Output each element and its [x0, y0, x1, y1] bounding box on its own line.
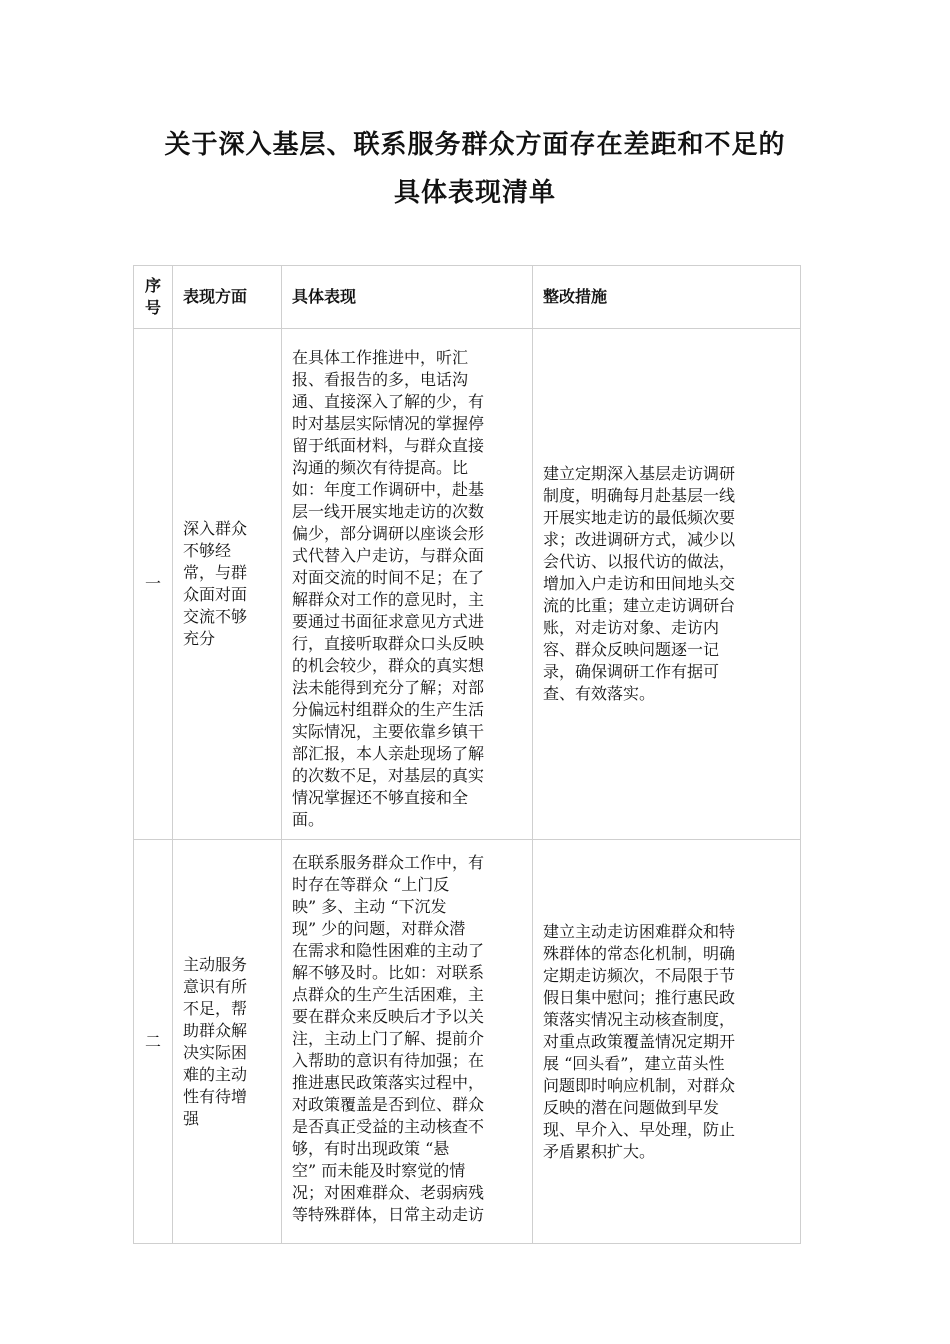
- header-detail: 具体表现: [282, 266, 533, 329]
- table-row: [134, 840, 801, 1244]
- document-title-line1: 关于深入基层、联系服务群众方面存在差距和不足的: [164, 130, 786, 160]
- row-detail: 在具体工作推进中，听汇 报、看报告的多，电话沟 通、直接深入了解的少，有 时对基层实际情况的掌握停 留于纸面材料，与群众直接 沟通的频次有待提高。比 如：年度工作调研中，赴基 层一线开展实地走访的次数 偏少，部分调研以座谈会形 式代替入户走访，与群众面 对面交流的时间不足；在了 解群众对工作的意见时，主 要通过书面征求意见方式进 行，直接听取群众口头反映 的机会较少，群众的真实想 法未能得到充分了解；对部 分偏远村组群众的生产生活 实际情况，主要依靠乡镇干 部汇报，本人亲赴现场了解 的次数不足，对基层的真实 情况掌握还不够直接和全 面。: [282, 329, 533, 840]
- row-measure: 建立定期深入基层走访调研 制度，明确每月赴基层一线 开展实地走访的最低频次要 求；改进调研方式，减少以 会代访、以报代访的做法， 增加入户走访和田间地头交 流的比重；建立走访调研台 账，对走访对象、走访内 容、群众反映问题逐一记 录，确保调研工作有据可 查、有效落实。: [533, 329, 801, 840]
- row-index: 一: [134, 329, 173, 840]
- row-detail: 在联系服务群众工作中，有 时存在等群众 “上门反 映” 多、主动 “下沉发 现” 少的问题，对群众潜 在需求和隐性困难的主动了 解不够及时。比如：对联系 点群众的生产生活困难，主 要在群众来反映后才予以关 注，主动上门了解、提前介 入帮助的意识有待加强；在 推进惠民政策落实过程中， 对政策覆盖是否到位、群众 是否真正受益的主动核查不 够，有时出现政策 “悬 空” 而未能及时察觉的情 况；对困难群众、老弱病残 等特殊群体，日常主动走访: [282, 840, 533, 1244]
- row-measure: 建立主动走访困难群众和特 殊群体的常态化机制，明确 定期走访频次，不局限于节 假日集中慰问；推行惠民政 策落实情况主动核查制度， 对重点政策覆盖情况定期开 展 “回头看”，建立苗头性 问题即时响应机制，对群众 反映的潜在问题做到早发 现、早介入、早处理，防止 矛盾累积扩大。: [533, 840, 801, 1244]
- row-index: 二: [134, 840, 173, 1244]
- header-measure: 整改措施: [533, 266, 801, 329]
- row-aspect: 主动服务 意识有所 不足，帮 助群众解 决实际困 难的主动 性有待增 强: [173, 840, 282, 1244]
- table-header-row: [134, 266, 801, 329]
- document-title-line2: 具体表现清单: [393, 178, 556, 208]
- row-aspect: 深入群众 不够经 常，与群 众面对面 交流不够 充分: [173, 329, 282, 840]
- issues-table: [133, 265, 801, 1244]
- table-row: [134, 329, 801, 840]
- header-aspect: 表现方面: [173, 266, 282, 329]
- header-index: 序 号: [134, 266, 173, 329]
